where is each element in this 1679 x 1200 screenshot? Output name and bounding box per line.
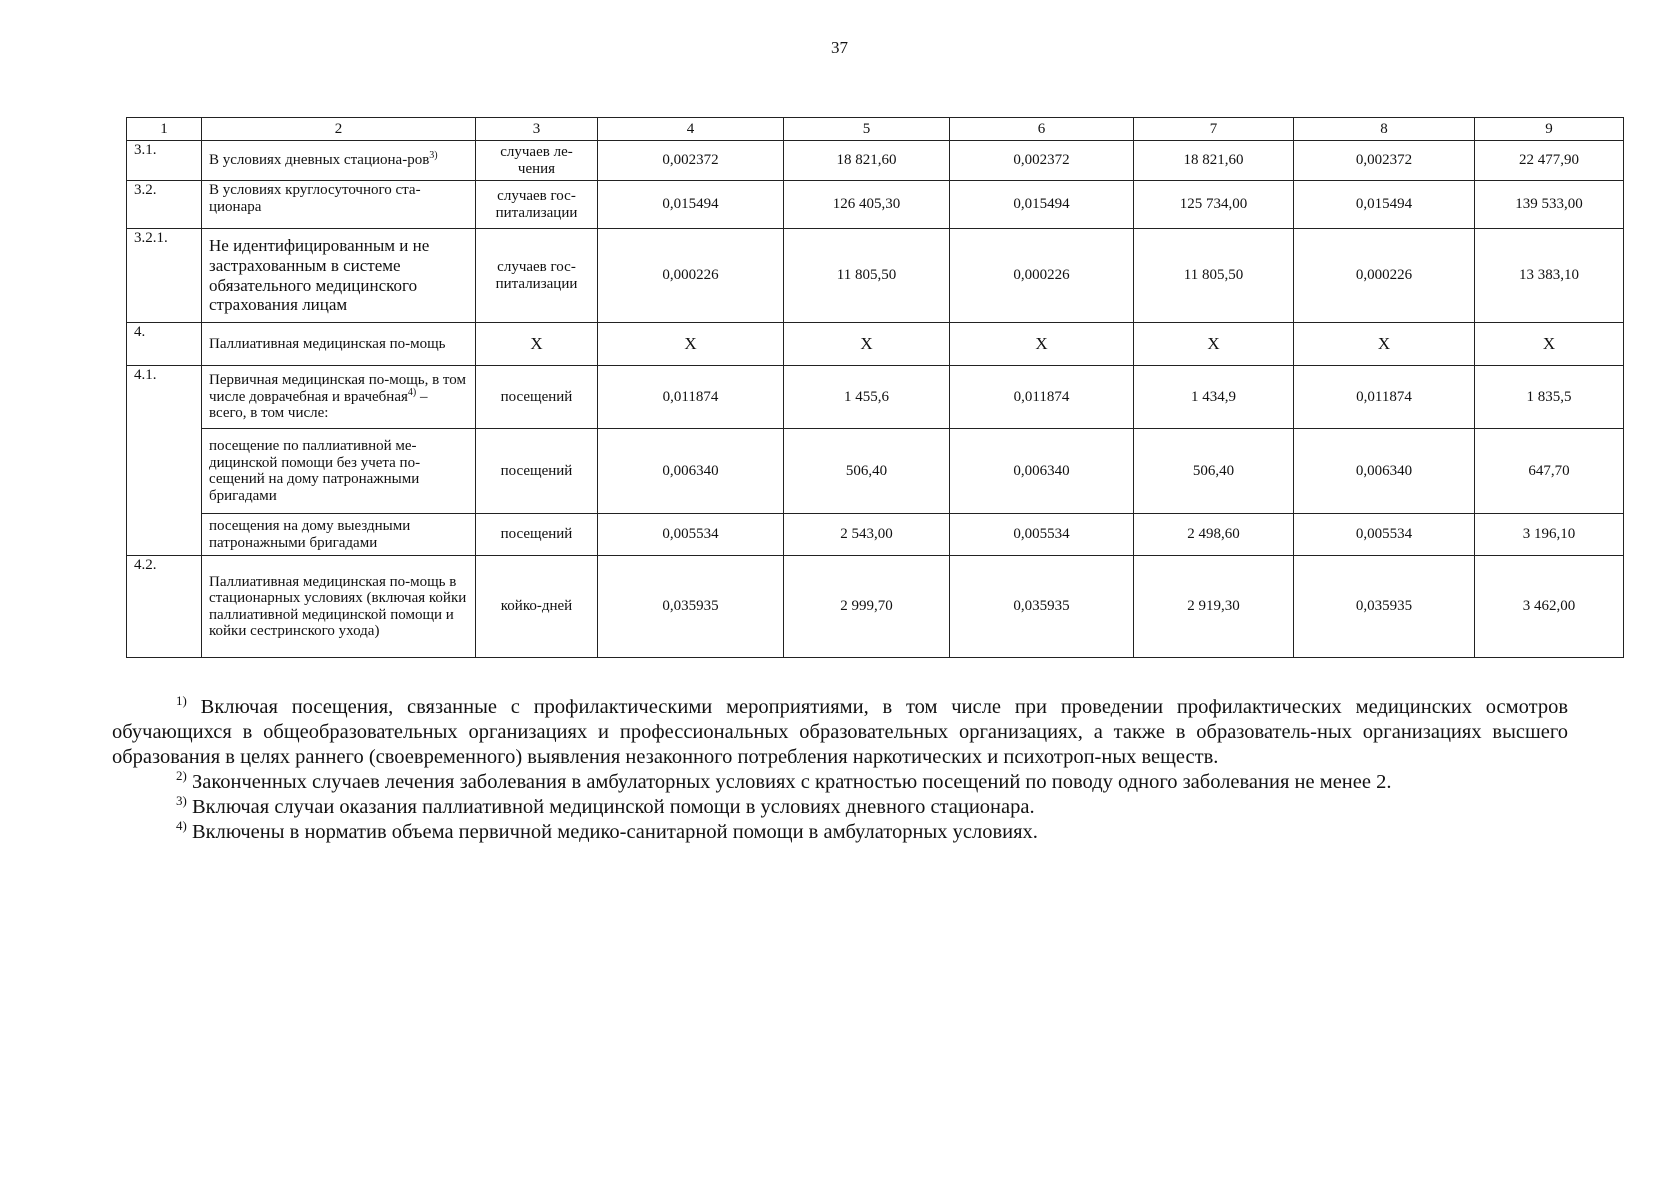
footnote-mark: 2) [176,768,187,784]
cell-value: Х [1475,323,1624,366]
cell-value: 1 835,5 [1475,366,1624,429]
cell-value: 126 405,30 [784,181,950,229]
row-name: посещения на дому выездными патронажными бригадами [202,514,476,556]
cell-value: 647,70 [1475,429,1624,514]
row-name: Паллиативная медицинская по-мощь в стационарных условиях (включая койки паллиативной медицинской помощи и койки сестринского ухода) [202,556,476,658]
cell-value: 2 999,70 [784,556,950,658]
cell-value: 0,005534 [950,514,1134,556]
footnote [112,695,1568,770]
row-number: 3.2.1. [127,229,202,323]
row-name: Паллиативная медицинская по-мощь [202,323,476,366]
cell-value: 0,006340 [950,429,1134,514]
cell-value: 506,40 [784,429,950,514]
row-name [202,366,476,429]
cell-value: Х [784,323,950,366]
row-unit: посещений [476,429,598,514]
row-unit: случаев гос-питализации [476,181,598,229]
row-unit: случаев ле-чения [476,141,598,181]
cell-value: Х [950,323,1134,366]
table-row [127,556,1624,658]
column-header: 2 [202,118,476,141]
row-unit: Х [476,323,598,366]
footnote-text: Включая посещения, связанные с профилактическими мероприятиями, в том числе при проведении профилактических медицинских осмотров обучающихся в общеобразовательных организациях и профессиональных образовательных организациях, а также в образователь-ных организациях высшего образования в целях раннего (своевременного) выявления незаконного потребления наркотических и психотроп-ных веществ. [112,696,1568,768]
cell-value: 11 805,50 [784,229,950,323]
footnotes [112,695,1568,845]
cell-value: 0,035935 [1294,556,1475,658]
row-unit: посещений [476,514,598,556]
cell-value: 13 383,10 [1475,229,1624,323]
footnote-text: Законченных случаев лечения заболевания в амбулаторных условиях с кратностью посещений по поводу одного заболевания не менее 2. [186,771,1392,793]
cell-value: Х [1134,323,1294,366]
row-name-text: Первичная медицинская по-мощь, в том числе доврачебная и врачебная [209,372,466,405]
row-number: 4.1. [127,366,202,556]
row-name: В условиях круглосуточного ста-ционара [202,181,476,229]
row-number: 4. [127,323,202,366]
cell-value: 0,015494 [1294,181,1475,229]
cell-value: 0,005534 [598,514,784,556]
footnote-mark: 3) [176,793,187,809]
cell-value: 0,006340 [598,429,784,514]
cell-value: 0,006340 [1294,429,1475,514]
table-row [127,229,1624,323]
column-header: 6 [950,118,1134,141]
cell-value: 125 734,00 [1134,181,1294,229]
footnote-text: Включая случаи оказания паллиативной медицинской помощи в условиях дневного стационара. [186,796,1035,818]
cell-value: 1 434,9 [1134,366,1294,429]
cell-value: 22 477,90 [1475,141,1624,181]
cell-value: 0,011874 [598,366,784,429]
table-row [127,141,1624,181]
row-unit: койко-дней [476,556,598,658]
column-header: 8 [1294,118,1475,141]
column-header: 7 [1134,118,1294,141]
cell-value: 0,000226 [598,229,784,323]
footnote [112,795,1568,820]
footnote-ref: 3) [429,150,438,162]
data-table [126,117,1624,658]
cell-value: 2 919,30 [1134,556,1294,658]
footnote [112,770,1568,795]
cell-value: 0,000226 [1294,229,1475,323]
cell-value: 2 498,60 [1134,514,1294,556]
column-header: 5 [784,118,950,141]
cell-value: Х [598,323,784,366]
cell-value: 0,015494 [598,181,784,229]
table-row [127,429,1624,514]
cell-value: 18 821,60 [1134,141,1294,181]
footnote-text: Включены в норматив объема первичной медико-санитарной помощи в амбулаторных условиях. [186,821,1038,843]
footnote-mark: 4) [176,818,187,834]
cell-value: 2 543,00 [784,514,950,556]
cell-value: 3 462,00 [1475,556,1624,658]
column-header: 3 [476,118,598,141]
cell-value: 0,000226 [950,229,1134,323]
cell-value: 0,005534 [1294,514,1475,556]
row-name [202,141,476,181]
table-row [127,323,1624,366]
footnote-mark: 1) [176,693,187,709]
row-name-text: – всего, в том числе: [209,388,428,422]
table-row [127,181,1624,229]
cell-value: 11 805,50 [1134,229,1294,323]
row-number: 3.2. [127,181,202,229]
row-number: 4.2. [127,556,202,658]
cell-value: 0,002372 [598,141,784,181]
row-name: посещение по паллиативной ме-дицинской помощи без учета по-сещений на дому патронажными бригадами [202,429,476,514]
cell-value: 0,011874 [950,366,1134,429]
table-row [127,514,1624,556]
column-header: 9 [1475,118,1624,141]
table-row [127,366,1624,429]
cell-value: 18 821,60 [784,141,950,181]
footnote-ref: 4) [407,386,417,398]
page-number: 37 [831,38,848,57]
cell-value: 506,40 [1134,429,1294,514]
row-name: Не идентифицированным и не застрахованным в системе обязательного медицинского страхования лицам [202,229,476,323]
cell-value: 0,002372 [1294,141,1475,181]
cell-value: 1 455,6 [784,366,950,429]
cell-value: 139 533,00 [1475,181,1624,229]
cell-value: 0,035935 [950,556,1134,658]
column-header: 4 [598,118,784,141]
cell-value: 3 196,10 [1475,514,1624,556]
footnote [112,820,1568,845]
cell-value: Х [1294,323,1475,366]
row-unit: случаев гос-питализации [476,229,598,323]
row-name-text: В условиях дневных стациона-ров [209,152,430,169]
cell-value: 0,015494 [950,181,1134,229]
table-header-row [127,118,1624,141]
row-unit: посещений [476,366,598,429]
cell-value: 0,011874 [1294,366,1475,429]
cell-value: 0,035935 [598,556,784,658]
column-header: 1 [127,118,202,141]
cell-value: 0,002372 [950,141,1134,181]
row-number: 3.1. [127,141,202,181]
